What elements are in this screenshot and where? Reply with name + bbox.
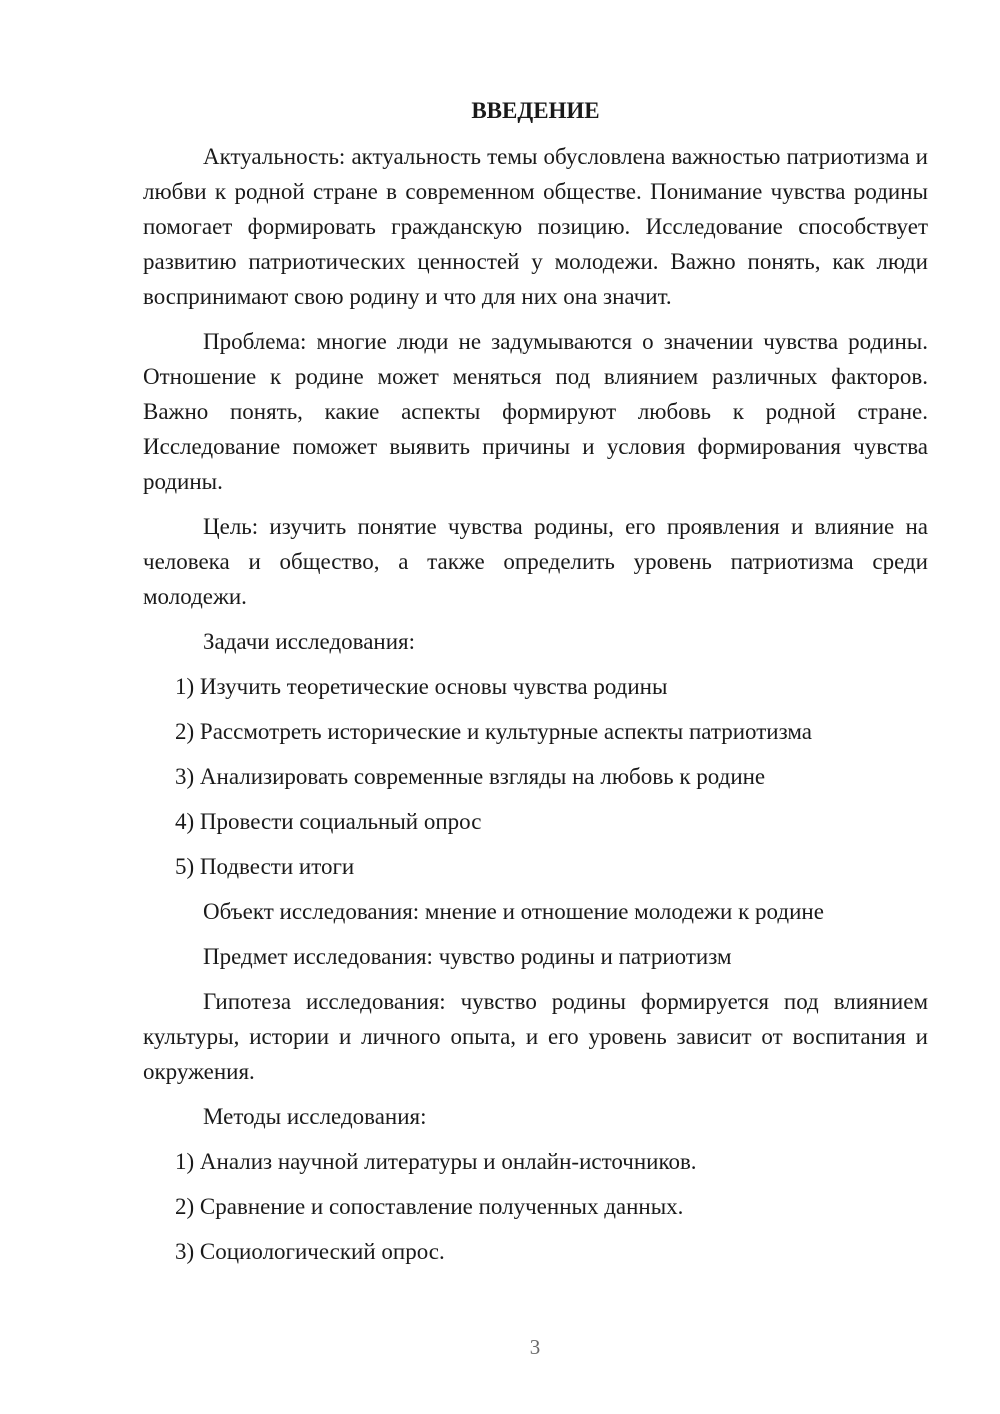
tasks-heading: Задачи исследования: [203, 629, 416, 654]
list-item: 5) Подвести итоги [175, 854, 355, 879]
list-item: 2) Рассмотреть исторические и культурные аспекты патриотизма [175, 719, 812, 744]
document-body [143, 96, 928, 1279]
page-number: 3 [529, 1335, 541, 1359]
goal-paragraph: Цель: изучить понятие чувства родины, его проявления и влияние на человека и общество, а также определить уровень патриотизма среди молодежи. [143, 514, 928, 609]
problem-paragraph: Проблема: многие люди не задумываются о значении чувства родины. Отношение к родине может меняться под влиянием различных факторов. Важно понять, какие аспекты формируют любовь к родной стране. Исследование поможет выявить причины и условия формирования чувства родины. [143, 329, 928, 494]
list-item: 1) Изучить теоретические основы чувства родины [175, 674, 668, 699]
methods-heading: Методы исследования: [203, 1104, 427, 1129]
object-paragraph: Объект исследования: мнение и отношение молодежи к родине [203, 899, 824, 924]
methods-list [143, 1144, 928, 1269]
section-title: ВВЕДЕНИЕ [471, 98, 600, 123]
hypothesis-paragraph: Гипотеза исследования: чувство родины формируется под влиянием культуры, истории и личного опыта, и его уровень зависит от воспитания и окружения. [143, 989, 928, 1084]
relevance-paragraph: Актуальность: актуальность темы обусловлена важностью патриотизма и любви к родной стране в современном обществе. Понимание чувства родины помогает формировать гражданскую позицию. Исследование способствует развитию патриотических ценностей у молодежи. Важно понять, как люди воспринимают свою родину и что для них она значит. [143, 144, 928, 309]
tasks-list [143, 669, 928, 884]
list-item: 4) Провести социальный опрос [175, 809, 482, 834]
list-item: 1) Анализ научной литературы и онлайн-источников. [175, 1149, 697, 1174]
list-item: 2) Сравнение и сопоставление полученных данных. [175, 1194, 684, 1219]
subject-paragraph: Предмет исследования: чувство родины и патриотизм [203, 944, 732, 969]
list-item: 3) Социологический опрос. [175, 1239, 445, 1264]
list-item: 3) Анализировать современные взгляды на любовь к родине [175, 764, 766, 789]
